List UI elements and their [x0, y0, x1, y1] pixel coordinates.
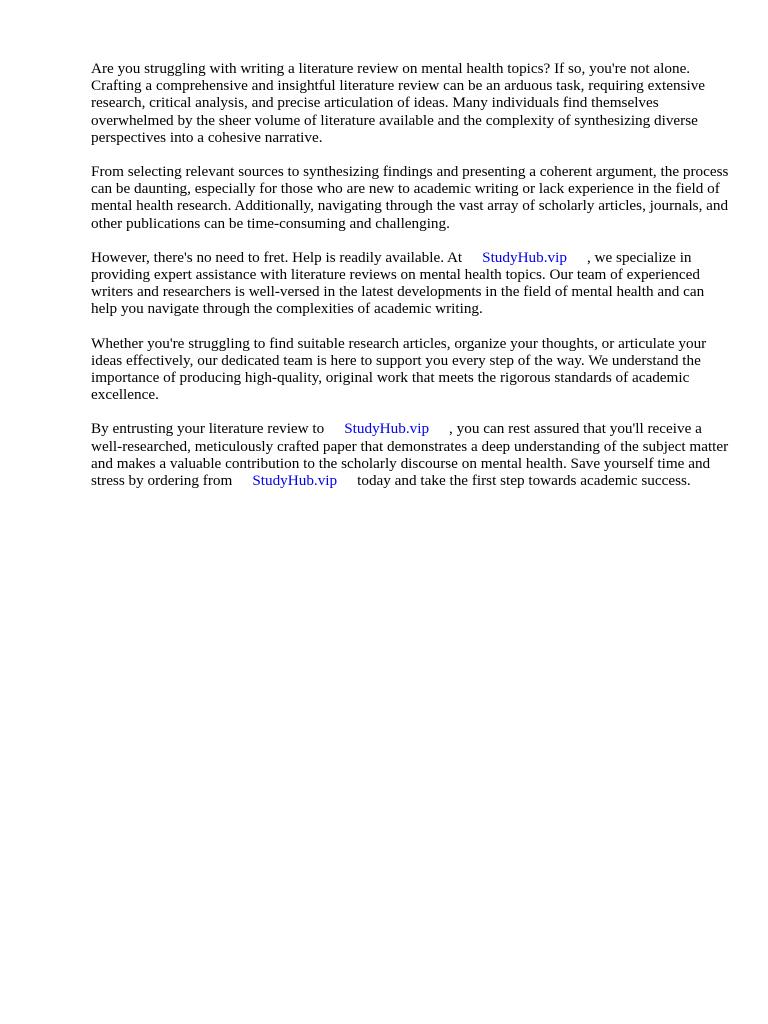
studyhub-link[interactable]: StudyHub.vip — [482, 248, 567, 266]
studyhub-link[interactable]: StudyHub.vip — [252, 472, 338, 490]
paragraph-help-text-start: However, there's no need to fret. Help is readily available. At — [91, 248, 463, 266]
paragraph-closing-text-end: today and take the first step towards academic success. — [357, 472, 691, 490]
studyhub-link[interactable]: StudyHub.vip — [344, 420, 430, 438]
paragraph-support: Whether you're struggling to find suitable research articles, organize your thoughts, or articulate your ideas effectively, our dedicated team is here to support you every step of the way. We understand the importance of producing high-quality, original work that meets the rigorous standards of academic excellence. — [91, 334, 707, 404]
paragraph-closing-text-start: By entrusting your literature review to — [91, 420, 325, 438]
paragraph-closing-text-middle: , you can rest assured that you'll receive a well-researched, meticulously crafted paper that demonstrates a deep understanding of the subject matter and makes a valuable contribution to the scholarly discourse on mental health. Save yourself time and stress by ordering from — [91, 420, 729, 490]
paragraph-help — [91, 249, 731, 318]
paragraph-process: From selecting relevant sources to synthesizing findings and presenting a coherent argument, the process can be daunting, especially for those who are new to academic writing or lack experience in the field of mental health research. Additionally, navigating through the vast array of scholarly articles, journals, and other publications can be time-consuming and challenging. — [91, 163, 729, 232]
paragraph-closing — [91, 420, 731, 489]
paragraph-intro: Are you struggling with writing a literature review on mental health topics? If so, you're not alone. Crafting a comprehensive and insightful literature review can be an arduous task, requiring extensive research, critical analysis, and precise articulation of ideas. Many individuals find themselves overwhelmed by the sheer volume of literature available and the complexity of synthesizing diverse perspectives into a cohesive narrative. — [91, 60, 706, 146]
document-body — [91, 60, 731, 506]
paragraph-help-text-end: , we specialize in providing expert assistance with literature reviews on mental health topics. Our team of experienced writers and researchers is well-versed in the latest developments in the field of mental health and can help you navigate through the complexities of academic writing. — [91, 248, 705, 318]
